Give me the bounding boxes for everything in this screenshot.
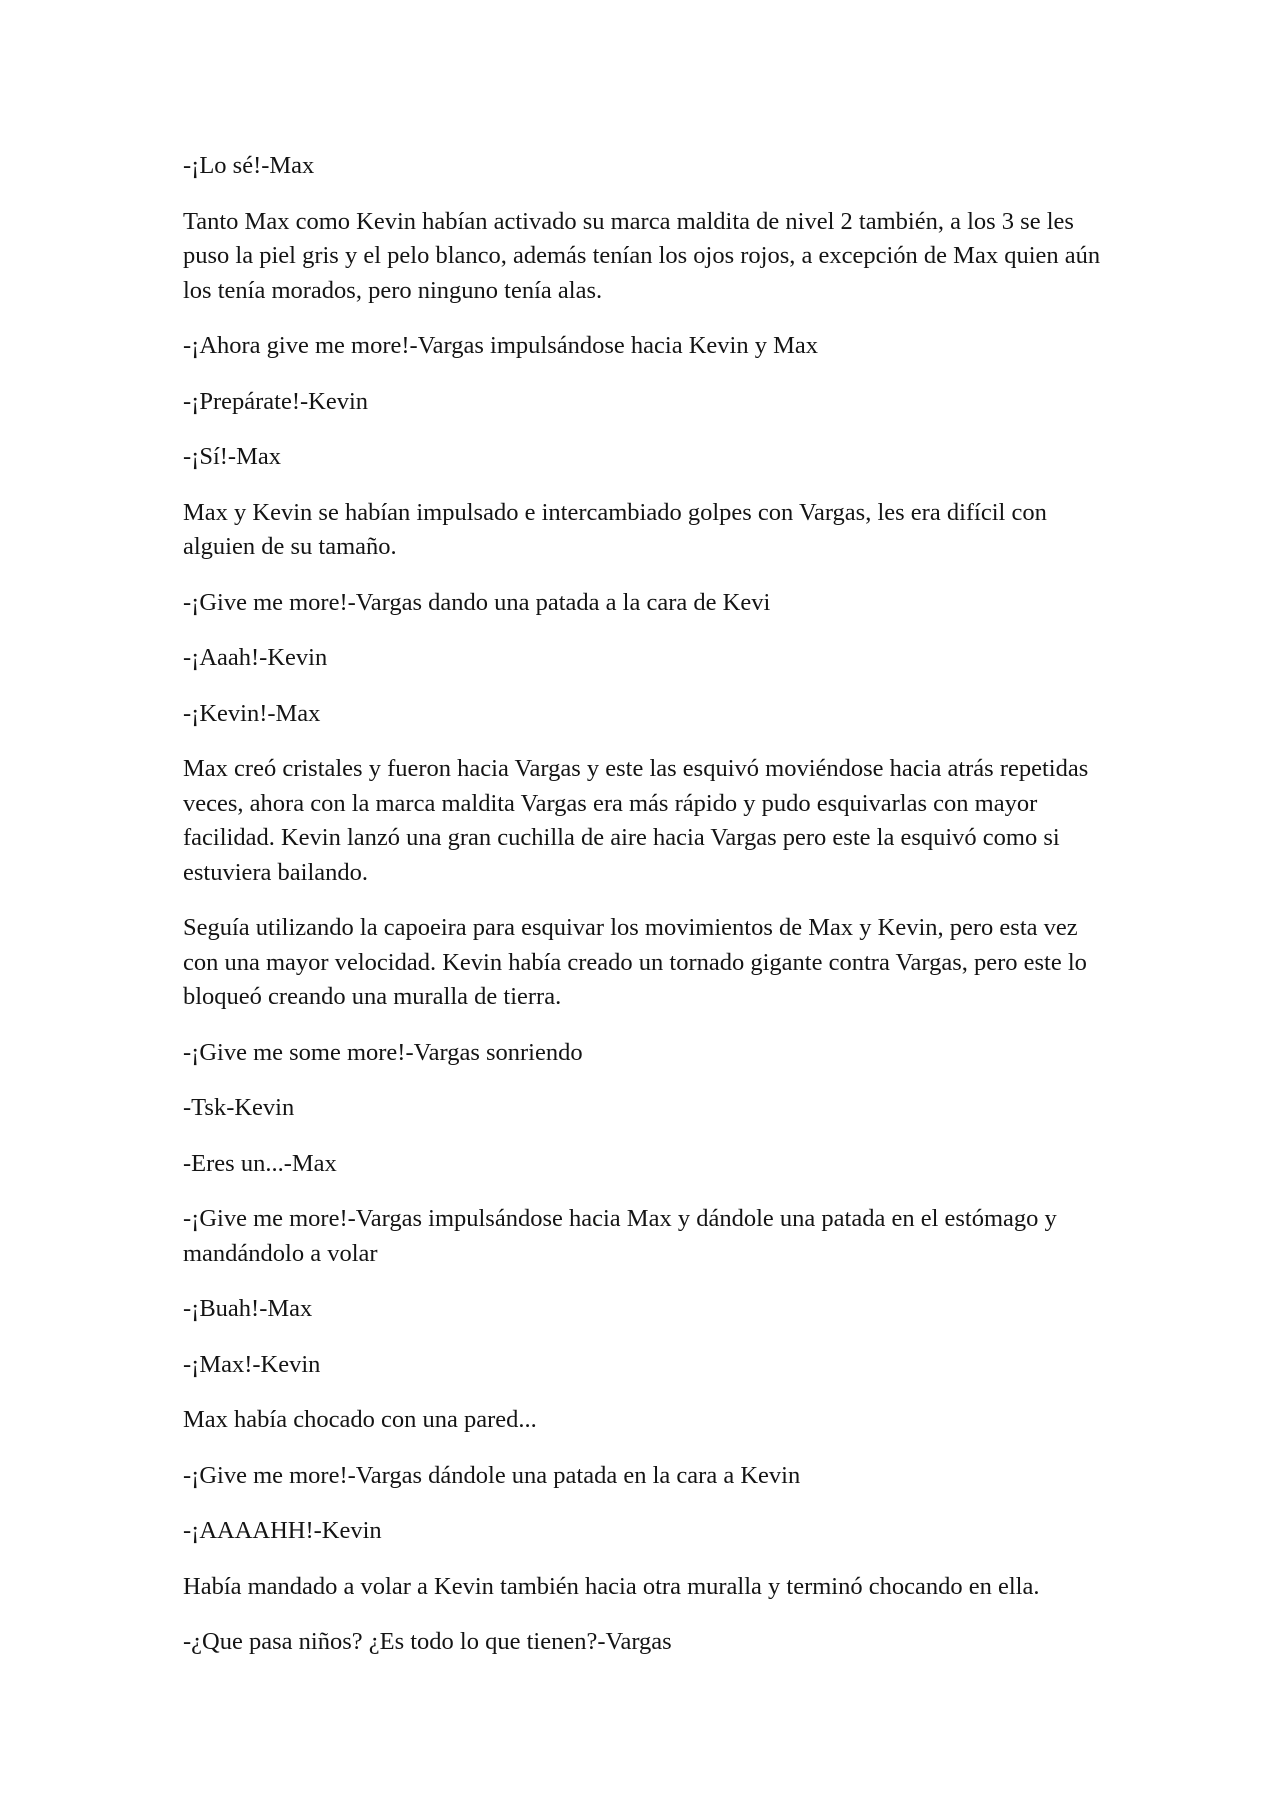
paragraph: -¡Prepárate!-Kevin [183,387,369,415]
paragraph: -Tsk-Kevin [183,1094,295,1121]
paragraph: -¡Kevin!-Max [183,699,321,727]
paragraph: Tanto Max como Kevin habían activado su marca maldita de nivel 2 también, a los 3 se les puso la piel gris y el pelo blanco, además tenían los ojos rojos, a excepción de Max quien aún los tenía morados, pero ninguno tenía alas. [183,207,1101,304]
paragraph: -¡Give me more!-Vargas impulsándose hacia Max y dándole una patada en el estómago y mandándolo a volar [183,1205,1057,1267]
paragraph: Max y Kevin se habían impulsado e intercambiado golpes con Vargas, les era difícil con alguien de su tamaño. [183,498,1047,560]
paragraph: -¿Que pasa niños? ¿Es todo lo que tienen?-Vargas [183,1628,672,1655]
paragraph: -¡Give me more!-Vargas dándole una patada en la cara a Kevin [183,1461,801,1489]
paragraph: -¡Aaah!-Kevin [183,644,328,671]
paragraph: -¡Give me more!-Vargas dando una patada a la cara de Kevi [183,588,771,616]
paragraph: -¡Buah!-Max [183,1295,313,1322]
document-body [183,149,1103,1681]
paragraph: Max había chocado con una pared... [183,1406,537,1433]
paragraph: -Eres un...-Max [183,1149,337,1177]
paragraph: -¡Max!-Kevin [183,1350,321,1378]
paragraph: Había mandado a volar a Kevin también hacia otra muralla y terminó chocando en ella. [183,1572,1040,1600]
paragraph: -¡Lo sé!-Max [183,152,315,179]
paragraph: -¡AAAAHH!-Kevin [183,1517,382,1544]
paragraph: -¡Give me some more!-Vargas sonriendo [183,1038,583,1066]
paragraph: -¡Sí!-Max [183,443,281,470]
paragraph: -¡Ahora give me more!-Vargas impulsándose hacia Kevin y Max [183,332,818,359]
paragraph: Max creó cristales y fueron hacia Vargas y este las esquivó moviéndose hacia atrás repetidas veces, ahora con la marca maldita Vargas era más rápido y pudo esquivarlas con mayor facilidad. Kevin lanzó una gran cuchilla de aire hacia Vargas pero este la esquivó como si estuviera bailando. [183,755,1089,886]
paragraph: Seguía utilizando la capoeira para esquivar los movimientos de Max y Kevin, pero esta vez con una mayor velocidad. Kevin había creado un tornado gigante contra Vargas, pero este lo bloqueó creando una muralla de tierra. [183,914,1087,1010]
